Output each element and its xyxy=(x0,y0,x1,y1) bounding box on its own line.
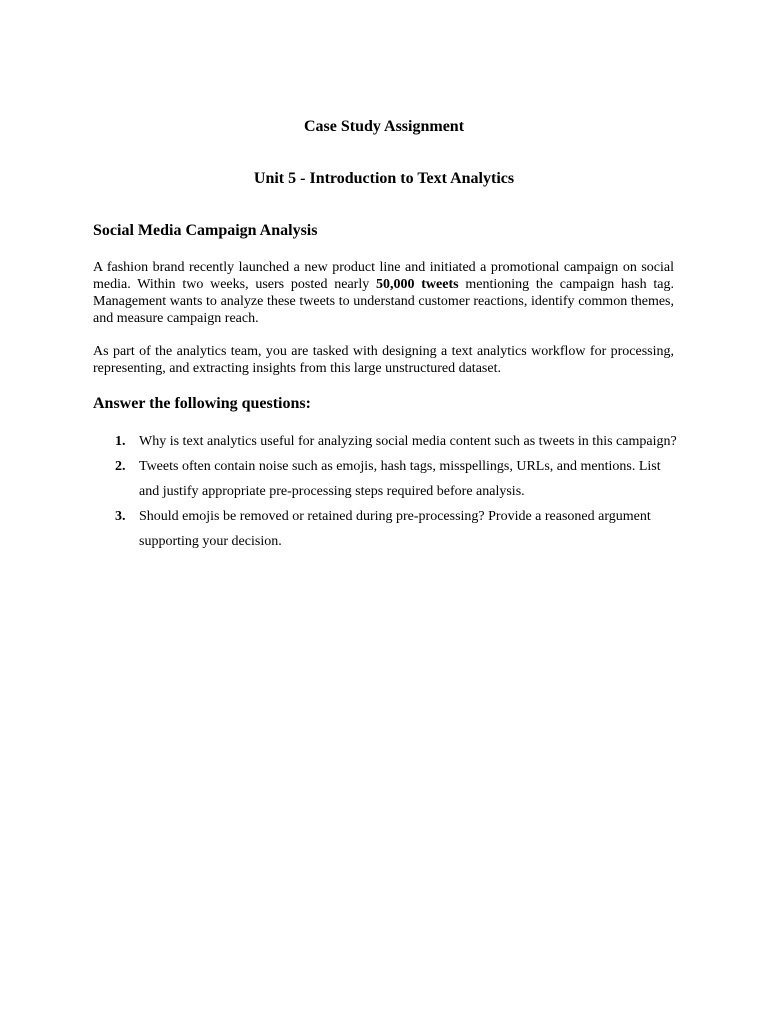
task-paragraph: As part of the analytics team, you are tasked with designing a text analytics workflow for processing, representing, and extracting insights from this large unstructured dataset. xyxy=(93,344,674,376)
intro-paragraph-text-end: mentioning the campaign hash tag. Management wants to analyze these tweets to understand customer reactions, identify common themes, and measure campaign reach. xyxy=(93,277,675,326)
intro-paragraph-text-start: A fashion brand recently launched a new product line and initiated a promotional campaign on social media. Within two weeks, users posted nearly xyxy=(93,260,674,292)
question-number: 3. xyxy=(115,509,126,524)
section-heading: Social Media Campaign Analysis xyxy=(93,222,318,239)
question-text: Tweets often contain noise such as emojis, hash tags, misspellings, URLs, and mentions. List and justify appropriate pre-processing steps required before analysis. xyxy=(139,459,661,499)
document-title: Case Study Assignment xyxy=(303,118,465,135)
question-text: Why is text analytics useful for analyzing social media content such as tweets in this campaign? xyxy=(139,434,677,449)
question-item xyxy=(93,429,683,454)
question-number: 1. xyxy=(115,434,126,449)
question-item xyxy=(93,454,683,504)
intro-paragraph xyxy=(93,259,674,327)
question-item xyxy=(93,504,683,554)
tweet-count-highlight: 50,000 tweets xyxy=(375,277,459,292)
question-text: Should emojis be removed or retained during pre-processing? Provide a reasoned argument supporting your decision. xyxy=(139,509,651,549)
questions-list xyxy=(93,429,683,554)
questions-heading: Answer the following questions: xyxy=(93,395,311,412)
document-subtitle: Unit 5 - Introduction to Text Analytics xyxy=(253,170,515,187)
question-number: 2. xyxy=(115,459,126,474)
